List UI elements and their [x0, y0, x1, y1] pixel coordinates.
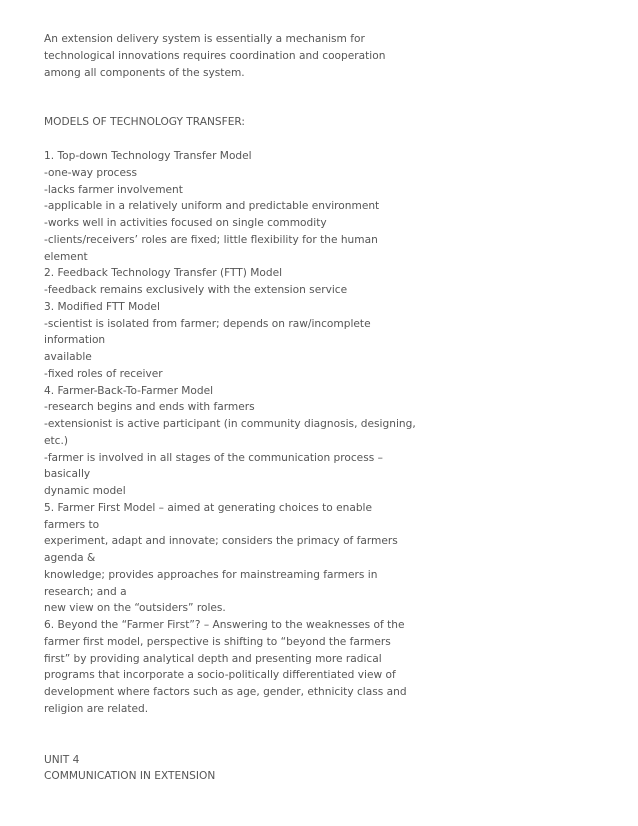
model-line: -works well in activities focused on single commodity	[44, 217, 327, 229]
model-line: available	[44, 351, 92, 363]
intro-line-2: technological innovations requires coordination and cooperation	[44, 49, 386, 62]
models-list	[44, 148, 416, 718]
model-line: research; and a	[44, 585, 127, 598]
model-line: -extensionist is active participant (in community diagnosis, designing,	[44, 418, 416, 430]
spacer	[44, 718, 404, 752]
model-line: 4. Farmer-Back-To-Farmer Model	[44, 384, 214, 397]
model-line: 3. Modified FTT Model	[44, 300, 160, 313]
model-line: -research begins and ends with farmers	[44, 401, 255, 414]
model-line: farmer first model, perspective is shifting to “beyond the farmers	[44, 635, 391, 648]
model-line: dynamic model	[44, 485, 126, 497]
model-line: first” by providing analytical depth and presenting more radical	[44, 652, 382, 665]
spacer	[44, 81, 404, 114]
unit-number: UNIT 4	[44, 753, 80, 766]
model-line: 2. Feedback Technology Transfer (FTT) Model	[44, 267, 283, 280]
model-line: etc.)	[44, 434, 68, 447]
model-line: element	[44, 250, 88, 263]
model-line: -feedback remains exclusively with the extension service	[44, 284, 348, 296]
model-line: -one-way process	[44, 166, 138, 179]
model-line: farmers to	[44, 518, 100, 531]
model-line: 1. Top-down Technology Transfer Model	[44, 150, 252, 162]
intro-paragraph	[44, 31, 404, 81]
model-line: 5. Farmer First Model – aimed at generating choices to enable	[44, 501, 373, 514]
model-line: development where factors such as age, gender, ethnicity class and	[44, 686, 407, 698]
spacer	[44, 131, 404, 148]
unit-heading	[44, 752, 404, 786]
model-line: 6. Beyond the “Farmer First”? – Answering to the weaknesses of the	[44, 619, 405, 631]
model-line: information	[44, 334, 106, 347]
model-line: knowledge; provides approaches for mainstreaming farmers in	[44, 568, 378, 581]
model-line: new view on the “outsiders” roles.	[44, 602, 226, 615]
model-line: basically	[44, 468, 91, 481]
model-line: -applicable in a relatively uniform and predictable environment	[44, 200, 380, 213]
document-page	[44, 31, 416, 785]
model-line: -lacks farmer involvement	[44, 183, 183, 196]
intro-line-3: among all components of the system.	[44, 66, 245, 79]
model-line: -farmer is involved in all stages of the communication process –	[44, 451, 383, 464]
model-line: experiment, adapt and innovate; considers the primacy of farmers	[44, 535, 398, 548]
unit-title: COMMUNICATION IN EXTENSION	[44, 770, 216, 783]
models-heading: MODELS OF TECHNOLOGY TRANSFER:	[44, 116, 245, 129]
model-line: religion are related.	[44, 702, 149, 715]
model-line: -fixed roles of receiver	[44, 367, 163, 380]
model-line: agenda &	[44, 552, 96, 564]
intro-line-1: An extension delivery system is essentially a mechanism for	[44, 33, 365, 45]
model-line: -clients/receivers’ roles are fixed; little flexibility for the human	[44, 233, 378, 246]
model-line: programs that incorporate a socio-politically differentiated view of	[44, 669, 396, 682]
model-line: -scientist is isolated from farmer; depends on raw/incomplete	[44, 317, 371, 330]
